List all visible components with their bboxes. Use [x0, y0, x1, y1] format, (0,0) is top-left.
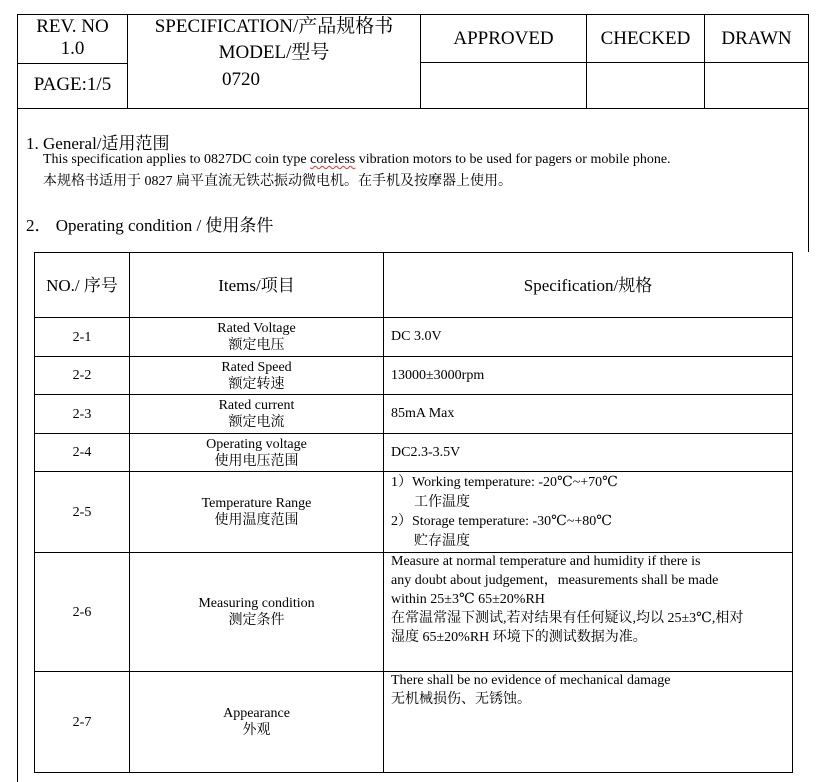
drawn-label: DRAWN: [721, 28, 792, 49]
header-divider: [17, 63, 127, 64]
row-spec-line: Measure at normal temperature and humidity if there is: [391, 554, 701, 569]
page-border-left: [17, 108, 18, 782]
row-item-en: Appearance: [223, 706, 290, 721]
row-item: [130, 472, 383, 552]
row-spec-line: 无机械损伤、无锈蚀。: [391, 692, 531, 707]
row-item-en: Operating voltage: [206, 436, 307, 452]
page-border-right: [808, 108, 809, 252]
table-border-bottom: [34, 772, 793, 773]
row-item-cn: 测定条件: [228, 613, 285, 628]
row-number: 2-5: [72, 504, 92, 520]
row-number: 2-2: [72, 368, 92, 383]
table-column-divider: [383, 252, 384, 773]
row-spec-line: 在常温常湿下测试,若对结果有任何疑议,均以 25±3℃,相对: [391, 611, 744, 626]
row-item: [130, 318, 383, 356]
row-item-cn: 使用电压范围: [214, 453, 299, 469]
row-item: [130, 672, 383, 772]
header-border-top: [17, 14, 809, 15]
spellcheck-flagged-word: coreless: [310, 152, 356, 167]
row-spec-line: DC 3.0V: [391, 329, 442, 344]
row-item: [130, 357, 383, 394]
row-spec-line: 1）Working temperature: -20℃~+70℃: [391, 475, 618, 490]
row-number: 2-1: [72, 329, 92, 345]
row-spec-line: 13000±3000rpm: [391, 368, 485, 383]
operating-heading: 2． Operating condition / 使用条件: [26, 216, 274, 235]
row-spec-line: within 25±3℃ 65±20%RH: [391, 592, 545, 607]
model-label: MODEL/型号: [218, 42, 330, 63]
row-item-en: Temperature Range: [201, 496, 312, 511]
row-item: [130, 553, 383, 671]
row-item-cn: 使用温度范围: [214, 513, 299, 528]
general-text-en-part: vibration motors to be used for pagers or mobile phone.: [355, 152, 671, 167]
row-spec-line: There shall be no evidence of mechanical damage: [391, 673, 671, 688]
rev-value: 1.0: [60, 38, 85, 59]
row-spec-line: 2）Storage temperature: -30℃~+80℃: [391, 514, 612, 529]
row-spec-line: DC2.3-3.5V: [391, 445, 461, 460]
row-number: 2-4: [72, 445, 92, 460]
general-text-en: [43, 152, 671, 168]
row-spec: [391, 473, 785, 551]
row-spec: [391, 443, 785, 462]
row-spec-line: 工作温度: [414, 494, 470, 510]
row-spec: [391, 671, 785, 709]
row-spec-line: 湿度 65±20%RH 环境下的测试数据为准。: [391, 630, 647, 645]
rev-label: REV. NO: [36, 16, 109, 37]
approved-label: APPROVED: [453, 28, 554, 49]
row-item-en: Rated current: [218, 398, 295, 413]
row-spec: [391, 404, 785, 423]
document-title: SPECIFICATION/产品规格书: [154, 16, 394, 37]
table-border-right: [792, 252, 793, 773]
model-value: 0720: [222, 69, 260, 90]
table-header-items: Items/项目: [218, 275, 295, 295]
row-item-cn: 外观: [242, 723, 271, 738]
row-item: [130, 434, 383, 471]
table-header-spec: Specification/规格: [523, 275, 653, 295]
row-item-cn: 额定电流: [228, 415, 285, 430]
checked-label: CHECKED: [600, 28, 691, 49]
row-number: 2-7: [72, 714, 92, 730]
row-item-en: Measuring condition: [198, 596, 315, 611]
row-item-cn: 额定电压: [228, 338, 285, 353]
row-item-en: Rated Voltage: [217, 321, 296, 336]
header-border-bottom: [17, 108, 809, 109]
page-number: PAGE:1/5: [33, 74, 112, 95]
row-spec: [391, 327, 785, 346]
row-spec: [391, 366, 785, 385]
row-item-en: Rated Speed: [221, 359, 292, 375]
row-item-cn: 额定转速: [228, 376, 285, 392]
row-item: [130, 395, 383, 433]
header-divider: [420, 62, 809, 63]
row-spec: [391, 552, 785, 647]
row-number: 2-3: [72, 406, 92, 422]
row-spec-line: any doubt about judgement，measurements shall be made: [391, 573, 719, 588]
table-header-no: NO./ 序号: [46, 275, 118, 295]
general-text-cn: 本规格书适用于 0827 扁平直流无铁芯振动微电机。在手机及按摩器上使用。: [43, 174, 512, 189]
row-spec-line: 85mA Max: [391, 406, 455, 421]
row-spec-line: 贮存温度: [414, 533, 470, 549]
general-text-en-part: This specification applies to 0827DC coin type: [43, 152, 311, 167]
row-number: 2-6: [72, 604, 92, 620]
general-heading: 1. General/适用范围: [26, 134, 170, 153]
